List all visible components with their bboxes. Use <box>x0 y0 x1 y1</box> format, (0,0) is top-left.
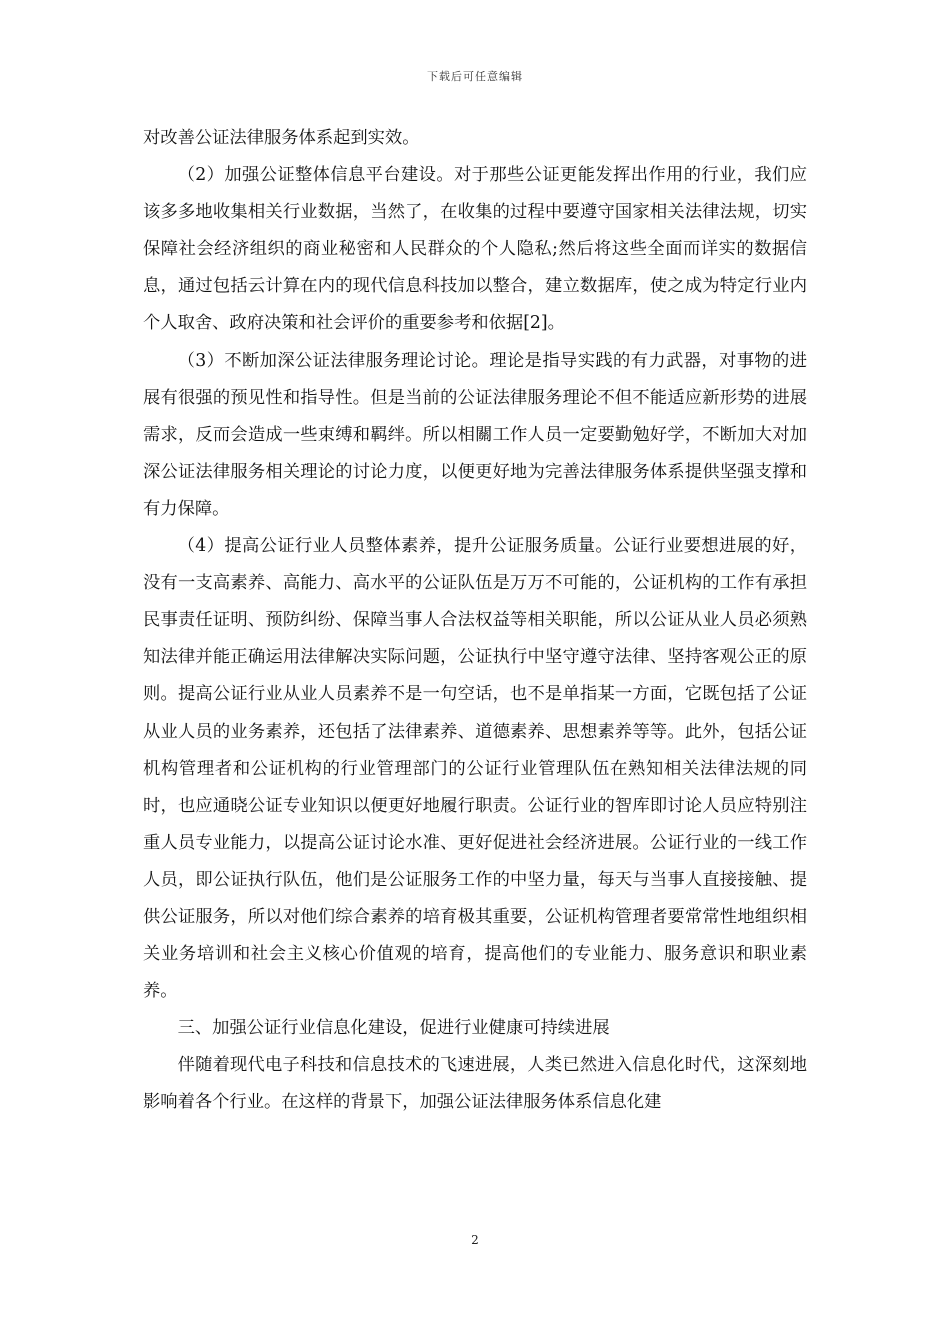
paragraph-item-4: （4）提高公证行业人员整体素养，提升公证服务质量。公证行业要想进展的好，没有一支高素养、高能力、高水平的公证队伍是万万不可能的，公证机构的工作有承担民事责任证明、预防纠纷、保障当事人合法权益等相关职能，所以公证从业人员必须熟知法律并能正确运用法律解决实际问题，公证执行中坚守遵守法律、坚持客观公正的原则。提高公证行业从业人员素养不是一句空话，也不是单指某一方面，它既包括了公证从业人员的业务素养，还包括了法律素养、道德素养、思想素养等等。此外，包括公证机构管理者和公证机构的行业管理部门的公证行业管理队伍在熟知相关法律法规的同时，也应通晓公证专业知识以便更好地履行职责。公证行业的智库即讨论人员应特别注重人员专业能力，以提高公证讨论水准、更好促进社会经济进展。公证行业的一线工作人员，即公证执行队伍，他们是公证服务工作的中坚力量，每天与当事人直接接触、提供公证服务，所以对他们综合素养的培育极其重要，公证机构管理者要常常性地组织相关业务培训和社会主义核心价值观的培育，提高他们的专业能力、服务意识和职业素养。 <box>143 536 807 1002</box>
section-heading-3: 三、加强公证行业信息化建设，促进行业健康可持续进展 <box>177 1018 610 1039</box>
paragraph-section-3-intro: 伴随着现代电子科技和信息技术的飞速进展，人类已然进入信息化时代，这深刻地影响着各个行业。在这样的背景下，加强公证法律服务体系信息化建 <box>143 1055 807 1113</box>
paragraph-item-3: （3）不断加深公证法律服务理论讨论。理论是指导实践的有力武器，对事物的进展有很强的预见性和指导性。但是当前的公证法律服务理论不但不能适应新形势的进展需求，反而会造成一些束缚和羁绊。所以相關工作人员一定要勤勉好学，不断加大对加深公证法律服务相关理论的讨论力度，以便更好地为完善法律服务体系提供坚强支撑和有力保障。 <box>143 350 807 519</box>
page-number: 2 <box>471 1233 479 1247</box>
document-body <box>143 120 807 1122</box>
paragraph-continuation: 对改善公证法律服务体系起到实效。 <box>143 128 420 148</box>
page-header-note: 下载后可任意编辑 <box>427 70 523 83</box>
paragraph-item-2: （2）加强公证整体信息平台建设。对于那些公证更能发挥出作用的行业，我们应该多多地收集相关行业数据，当然了，在收集的过程中要遵守国家相关法律法规，切实保障社会经济组织的商业秘密和人民群众的个人隐私;然后将这些全面而详实的数据信息，通过包括云计算在内的现代信息科技加以整合，建立数据库，使之成为特定行业内个人取舍、政府决策和社会评价的重要参考和依据[2]。 <box>143 165 807 334</box>
